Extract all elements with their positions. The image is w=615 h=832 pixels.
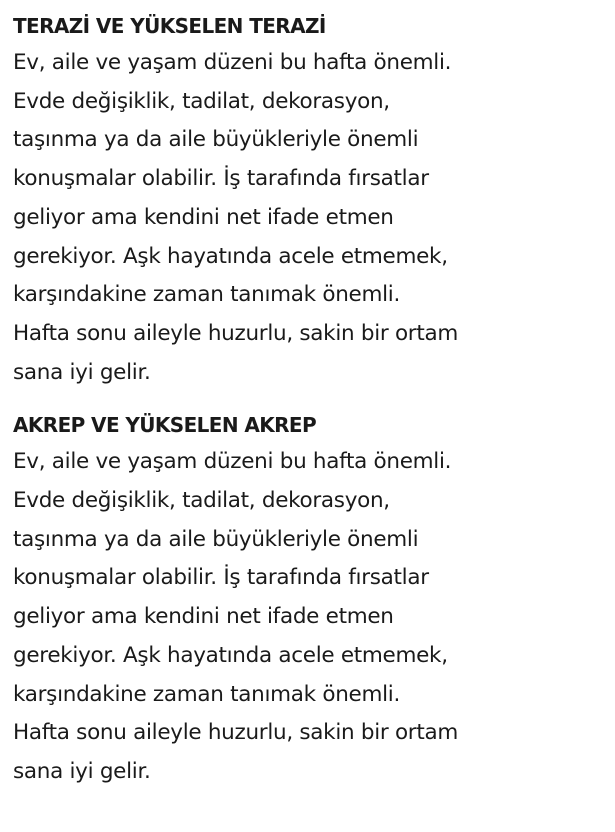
paragraph-line: Evde değişiklik, tadilat, dekorasyon, [13, 88, 390, 114]
paragraph-line: Hafta sonu aileyle huzurlu, sakin bir ortam [13, 320, 458, 346]
horoscope-article [13, 8, 613, 792]
section-paragraph [13, 44, 613, 392]
paragraph-line: karşındakine zaman tanımak önemli. [13, 282, 401, 308]
paragraph-line: konuşmalar olabilir. İş tarafında fırsatlar [13, 565, 429, 591]
paragraph-line: taşınma ya da aile büyükleriyle önemli [13, 526, 419, 552]
paragraph-line: sana iyi gelir. [13, 359, 151, 385]
paragraph-line: geliyor ama kendini net ifade etmen [13, 604, 394, 630]
section-akrep [13, 407, 613, 791]
paragraph-line: Hafta sonu aileyle huzurlu, sakin bir ortam [13, 720, 458, 746]
paragraph-line: geliyor ama kendini net ifade etmen [13, 204, 394, 230]
section-paragraph [13, 443, 613, 791]
paragraph-line: gerekiyor. Aşk hayatında acele etmemek, [13, 642, 448, 668]
paragraph-line: sana iyi gelir. [13, 758, 151, 784]
paragraph-line: Ev, aile ve yaşam düzeni bu hafta önemli. [13, 50, 452, 75]
paragraph-line: Evde değişiklik, tadilat, dekorasyon, [13, 488, 390, 514]
paragraph-line: gerekiyor. Aşk hayatında acele etmemek, [13, 243, 448, 269]
section-heading: AKREP VE YÜKSELEN AKREP [13, 413, 317, 438]
paragraph-line: konuşmalar olabilir. İş tarafında fırsatlar [13, 166, 429, 192]
section-terazi [13, 8, 613, 392]
paragraph-line: karşındakine zaman tanımak önemli. [13, 681, 401, 707]
paragraph-line: Ev, aile ve yaşam düzeni bu hafta önemli. [13, 449, 452, 475]
paragraph-line: taşınma ya da aile büyükleriyle önemli [13, 127, 419, 153]
section-heading: TERAZİ VE YÜKSELEN TERAZİ [13, 14, 326, 38]
